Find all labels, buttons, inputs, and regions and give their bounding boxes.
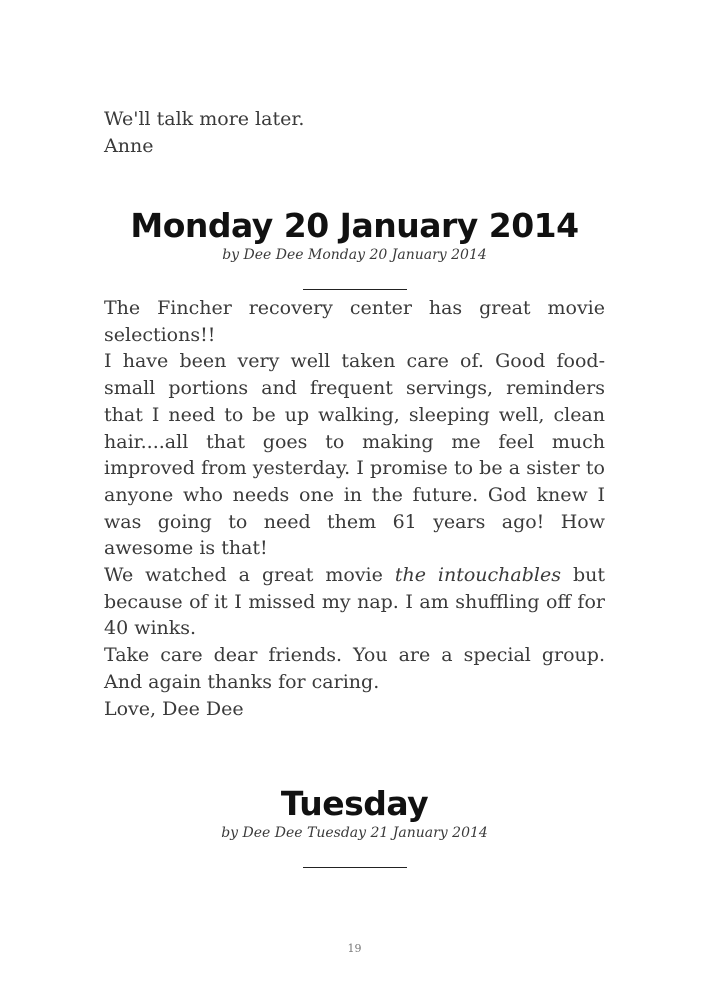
document-page [104, 0, 605, 992]
paragraph: I have been very well taken care of. Good food- small portions and frequent servings, reminders that I need to be up walking, sleeping well, clean hair....all that goes to making me feel much improved from yesterday. I promise to be a sister to anyone who needs one in the future. God knew I was going to need them 61 years ago! How awesome is that! [104, 350, 605, 560]
blog-entry-tuesday [104, 784, 605, 868]
paragraph-text: We watched a great movie [104, 564, 395, 587]
separator-rule [303, 289, 407, 290]
closing-line: We'll talk more later. [104, 108, 305, 130]
page-number: 19 [347, 942, 362, 955]
separator-rule [303, 867, 407, 868]
entry-byline: by Dee Dee Tuesday 21 January 2014 [221, 825, 488, 841]
closing-signature: Anne [104, 135, 154, 157]
movie-title: the intouchables [394, 564, 561, 587]
entry-body [104, 295, 605, 722]
entry-byline: by Dee Dee Monday 20 January 2014 [222, 247, 487, 263]
blog-entry-monday [104, 206, 605, 722]
paragraph: Take care dear friends. You are a special group. And again thanks for caring. [104, 644, 605, 693]
previous-entry-closing [104, 106, 605, 160]
entry-title: Monday 20 January 2014 [130, 206, 579, 245]
paragraph: The Fincher recovery center has great movie selections!! [104, 297, 605, 346]
paragraph-text: but because of it I missed my nap. I am shuffling off for 40 winks. [104, 564, 605, 640]
paragraph [104, 562, 605, 642]
entry-title: Tuesday [280, 784, 429, 823]
signature: Love, Dee Dee [104, 697, 244, 720]
